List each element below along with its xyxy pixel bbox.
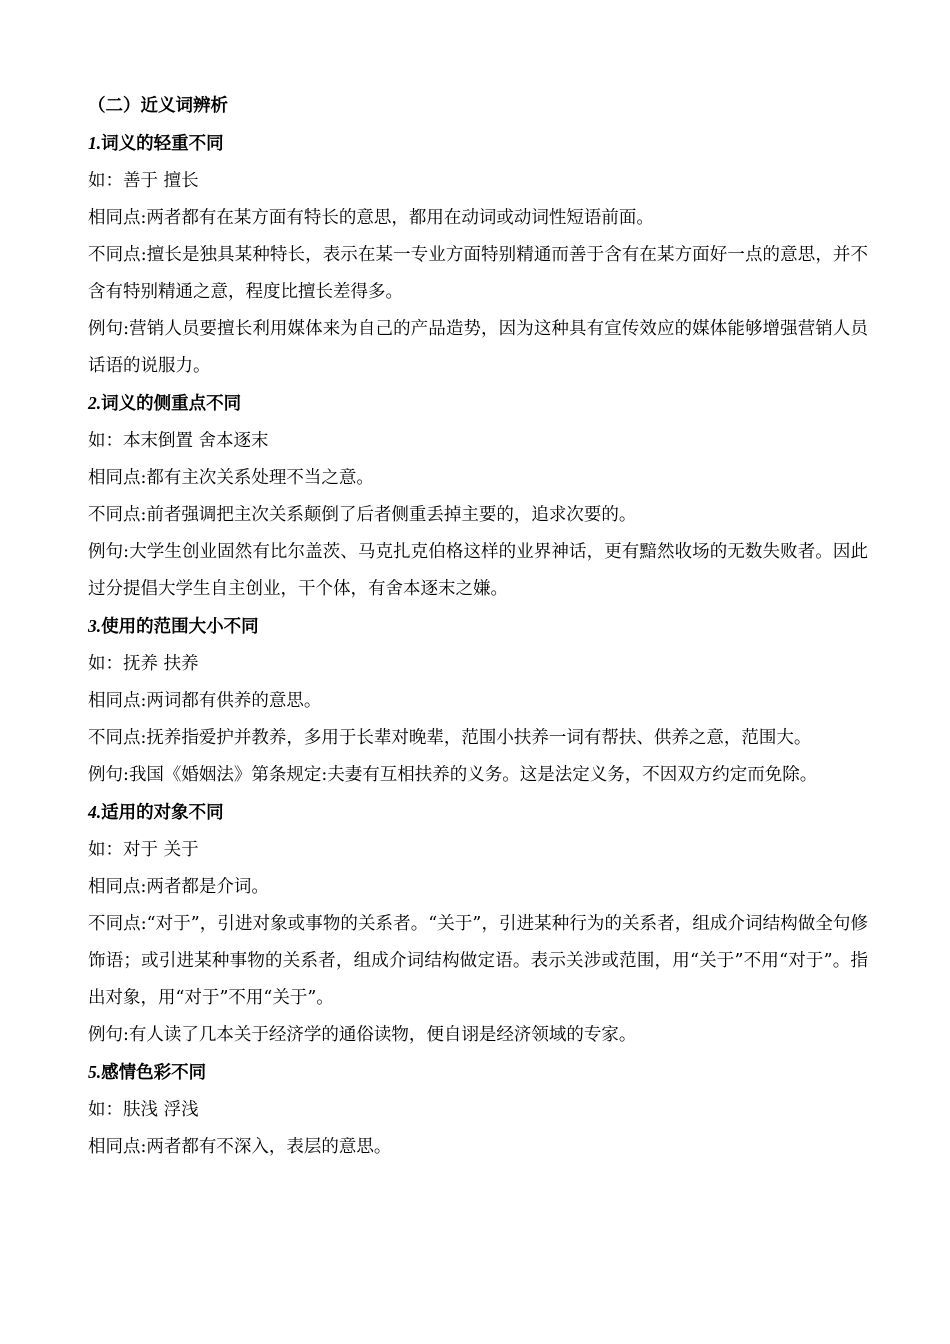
same-point-line [88,869,868,906]
example-sentence-line [88,757,868,794]
example-words-line [88,646,868,683]
same-text: 都有主次关系处理不当之意。 [146,468,374,488]
item-heading [88,608,868,646]
item-5 [88,1054,868,1166]
example-sentence-line [88,534,868,608]
item-number: 1. [88,133,102,153]
same-point-line [88,683,868,720]
example-sentence-line [88,311,868,385]
diff-text: 前者强调把主次关系颠倒了后者侧重丢掉主要的，追求次要的。 [146,505,637,525]
diff-point-line [88,497,868,534]
example-words-line [88,1092,868,1129]
diff-text: “对于”，引进对象或事物的关系者。“关于”，引进某种行为的关系者，组成介词结构做全句修饰语；或引进某种事物的关系者，组成介词结构做定语。表示关涉或范围，用“关于”不用“对于”。指出对象，用“对于”不用“关于”。 [88,914,868,1008]
sentence-label: 例句: [88,765,129,785]
example-label: 如： [88,171,123,191]
same-point-line [88,460,868,497]
diff-point-line [88,720,868,757]
same-point-line [88,1129,868,1166]
example-sentence-line [88,1017,868,1054]
sentence-text: 有人读了几本关于经济学的通俗读物，便自诩是经济领域的专家。 [128,1025,637,1045]
item-title: 使用的范围大小不同 [101,617,259,637]
same-label: 相同点: [88,1137,147,1157]
sentence-text: 大学生创业固然有比尔盖茨、马克扎克伯格这样的业界神话，更有黯然收场的无数失败者。因此过分提倡大学生自主创业，干个体，有舍本逐末之嫌。 [88,542,868,599]
diff-text: 抚养指爱护并教养，多用于长辈对晚辈，范围小扶养一词有帮扶、供养之意，范围大。 [146,728,812,748]
item-2 [88,385,868,608]
diff-label: 不同点: [88,728,147,748]
diff-point-line [88,237,868,311]
item-title: 词义的轻重不同 [101,134,224,154]
example-label: 如： [88,840,123,860]
item-1 [88,125,868,385]
item-number: 4. [88,802,102,822]
item-4 [88,794,868,1054]
same-text: 两者都有在某方面有特长的意思，都用在动词或动词性短语前面。 [146,208,654,228]
item-heading [88,794,868,832]
diff-label: 不同点: [88,914,147,934]
same-text: 两者都有不深入，表层的意思。 [146,1137,392,1157]
document-page [88,88,868,1166]
sentence-text: 我国《婚姻法》第条规定:夫妻有互相扶养的义务。这是法定义务，不因双方约定而免除。 [128,765,818,785]
item-number: 2. [88,393,102,413]
same-text: 两者都是介词。 [146,877,269,897]
sentence-label: 例句: [88,542,130,562]
item-title: 适用的对象不同 [101,803,224,823]
item-heading [88,1054,868,1092]
diff-label: 不同点: [88,505,147,525]
example-label: 如： [88,1100,123,1120]
diff-label: 不同点: [88,245,147,265]
example-label: 如： [88,431,123,451]
same-text: 两词都有供养的意思。 [146,691,322,711]
section-title: （二）近义词辨析 [88,96,228,116]
sentence-label: 例句: [88,1025,129,1045]
item-heading [88,125,868,163]
diff-text: 擅长是独具某种特长，表示在某一专业方面特别精通而善于含有在某方面好一点的意思，并不含有特别精通之意，程度比擅长差得多。 [88,245,868,302]
diff-point-line [88,906,868,1017]
item-title: 感情色彩不同 [101,1063,207,1083]
sentence-label: 例句: [88,319,130,339]
item-number: 5. [88,1062,102,1082]
example-words-line [88,832,868,869]
item-number: 3. [88,616,102,636]
example-label: 如： [88,654,123,674]
example-words: 善于 擅长 [123,171,199,191]
item-title: 词义的侧重点不同 [101,394,242,414]
same-label: 相同点: [88,468,147,488]
example-words: 肤浅 浮浅 [123,1100,199,1120]
same-label: 相同点: [88,691,147,711]
sentence-text: 营销人员要擅长利用媒体来为自己的产品造势，因为这种具有宣传效应的媒体能够增强营销人员话语的说服力。 [88,319,868,376]
same-point-line [88,200,868,237]
same-label: 相同点: [88,877,147,897]
same-label: 相同点: [88,208,147,228]
example-words: 本末倒置 舍本逐末 [123,431,269,451]
example-words-line [88,423,868,460]
example-words-line [88,163,868,200]
item-3 [88,608,868,794]
example-words: 对于 关于 [123,840,199,860]
example-words: 抚养 扶养 [123,654,199,674]
item-heading [88,385,868,423]
